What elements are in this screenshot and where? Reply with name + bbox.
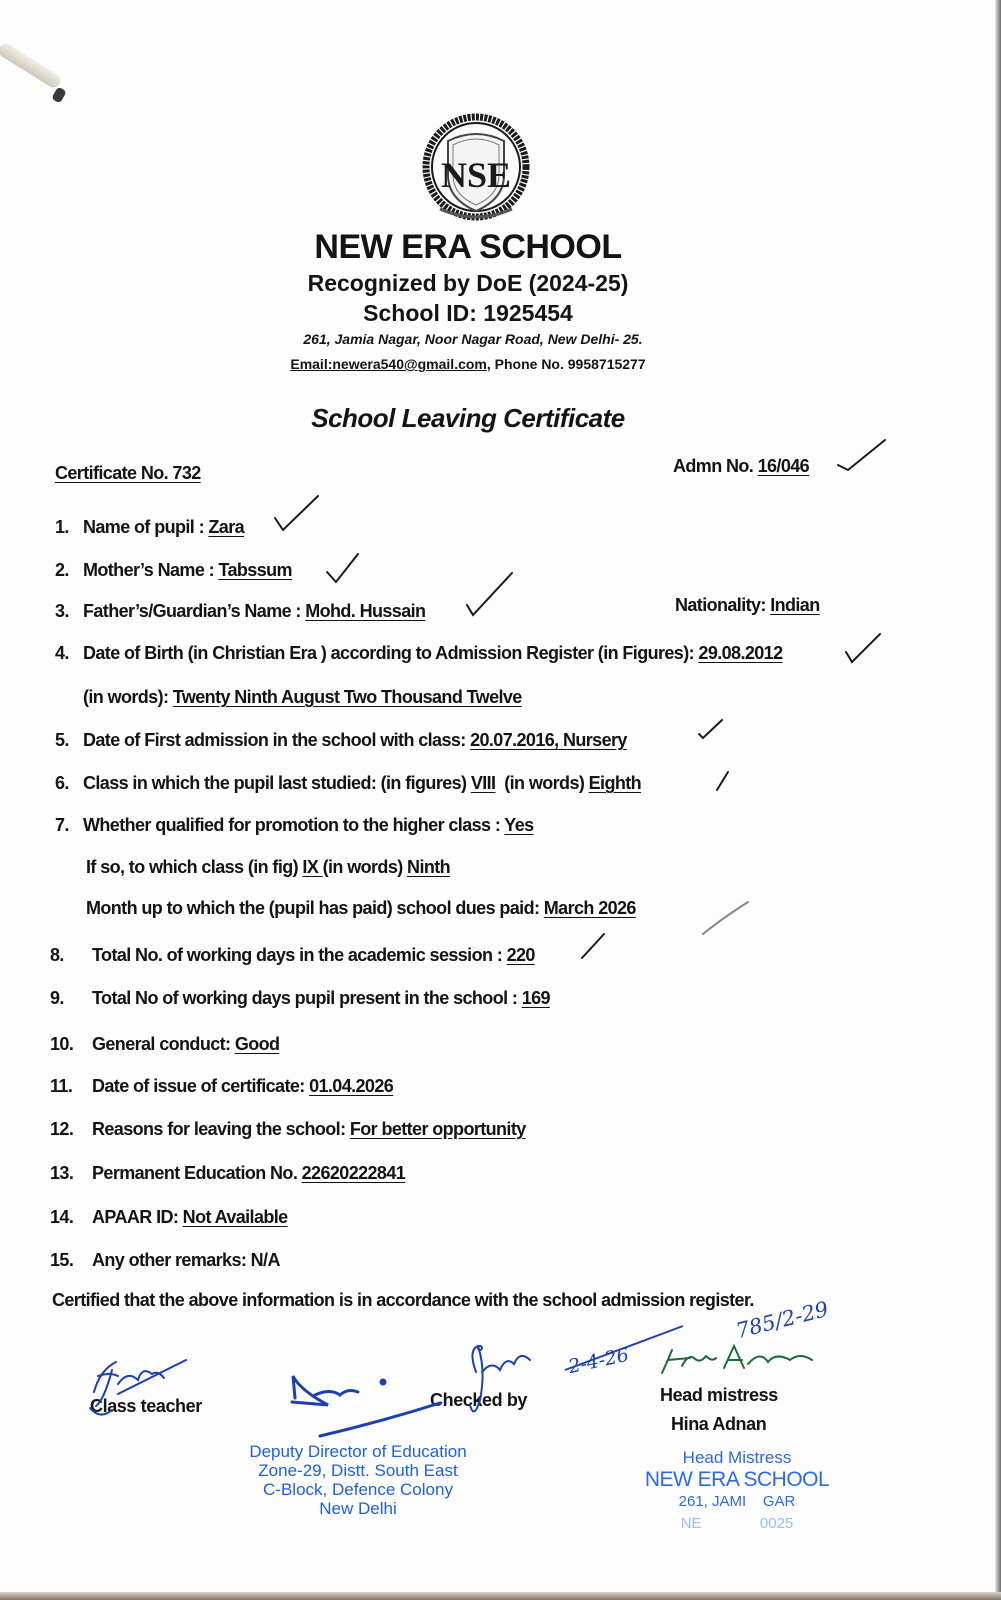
checked-by-label: Checked by [430,1390,528,1410]
ddo-stamp: Deputy Director of Education Zone-29, Distt. South East C-Block, Defence Colony New Delhi [249,1442,467,1518]
check-mark-icon [846,634,880,662]
school-recognition: Recognized by DoE (2024-25) [307,270,629,296]
field-issue-date: 11. Date of issue of certificate: 01.04.2026 [50,1076,394,1096]
field-promotion-class: If so, to which class (in fig) IX (in words) Ninth [86,857,451,877]
check-mark-icon [275,496,318,530]
ddo-signature [292,1376,440,1436]
field-father-name: 3. Father’s/Guardian’s Name : Mohd. Hussain [55,601,426,621]
field-days-present: 9. Total No of working days pupil present in the school : 169 [50,988,550,1008]
school-id: School ID: 1925454 [363,300,573,326]
field-dob-words: (in words): Twenty Ninth August Two Thousand Twelve [83,687,522,707]
school-contact [0,356,936,372]
certificate-number: Certificate No. 732 [55,463,201,483]
field-leaving-reason: 12. Reasons for leaving the school: For better opportunity [50,1119,526,1139]
field-apaar-id: 14. APAAR ID: Not Available [50,1207,288,1227]
field-pupil-name: 1. Name of pupil : Zara [55,517,245,537]
check-mark-icon [582,934,604,958]
head-mistress-signature [662,1346,812,1373]
school-stamp: Head Mistress NEW ERA SCHOOL 261, JAMI GAR NE 0025 [644,1448,830,1532]
logo-initials: NSE [440,155,512,195]
check-mark-icon [717,772,728,790]
field-promotion: 7. Whether qualified for promotion to the higher class : Yes [55,815,534,835]
field-nationality: Nationality: Indian [675,595,820,615]
field-date-of-birth: 4. Date of Birth (in Christian Era ) according to Admission Register (in Figures): 29.08.2012 [55,643,783,663]
school-phone: , Phone No. 9958715277 [486,356,646,372]
school-address: 261, Jamia Nagar, Noor Nagar Road, New Delhi- 25. [303,331,643,347]
school-email: Email:newera540@gmail.com [290,356,487,372]
field-other-remarks: 15. Any other remarks: N/A [50,1250,280,1270]
head-mistress-name: Hina Adnan [671,1414,767,1434]
field-general-conduct: 10. General conduct: Good [50,1034,280,1054]
field-first-admission: 5. Date of First admission in the school with class: 20.07.2016, Nursery [55,730,627,750]
field-dues-paid: Month up to which the (pupil has paid) school dues paid: March 2026 [86,898,636,918]
page-edge [995,0,1001,1600]
field-last-class: 6. Class in which the pupil last studied: (in figures) VIII (in words) Eighth [55,773,642,793]
certification-statement: Certified that the above information is in accordance with the school admission register. [52,1290,754,1310]
document-title: School Leaving Certificate [311,403,625,433]
page-edge-bottom [0,1592,1001,1600]
binding-thread [0,41,63,90]
handwritten-reference-number: 785/2-29 [733,1296,831,1344]
field-mother-name: 2. Mother’s Name : Tabssum [55,560,292,580]
head-mistress-label: Head mistress [660,1385,778,1405]
class-teacher-label: Class teacher [90,1396,202,1416]
check-mark-icon [703,902,748,934]
field-working-days: 8. Total No. of working days in the academic session : 220 [50,945,535,965]
handwritten-date: 2-4-26 [566,1343,631,1379]
field-permanent-education-no: 13. Permanent Education No. 22620222841 [50,1163,406,1183]
admission-number: Admn No. 16/046 [673,456,810,476]
school-logo-icon [420,113,532,225]
binding-thread-tip [51,86,67,103]
check-mark-icon [467,573,512,615]
check-mark-icon [838,440,885,470]
check-mark-icon [327,554,358,582]
check-mark-icon [699,720,722,738]
school-name: NEW ERA SCHOOL [314,228,622,266]
